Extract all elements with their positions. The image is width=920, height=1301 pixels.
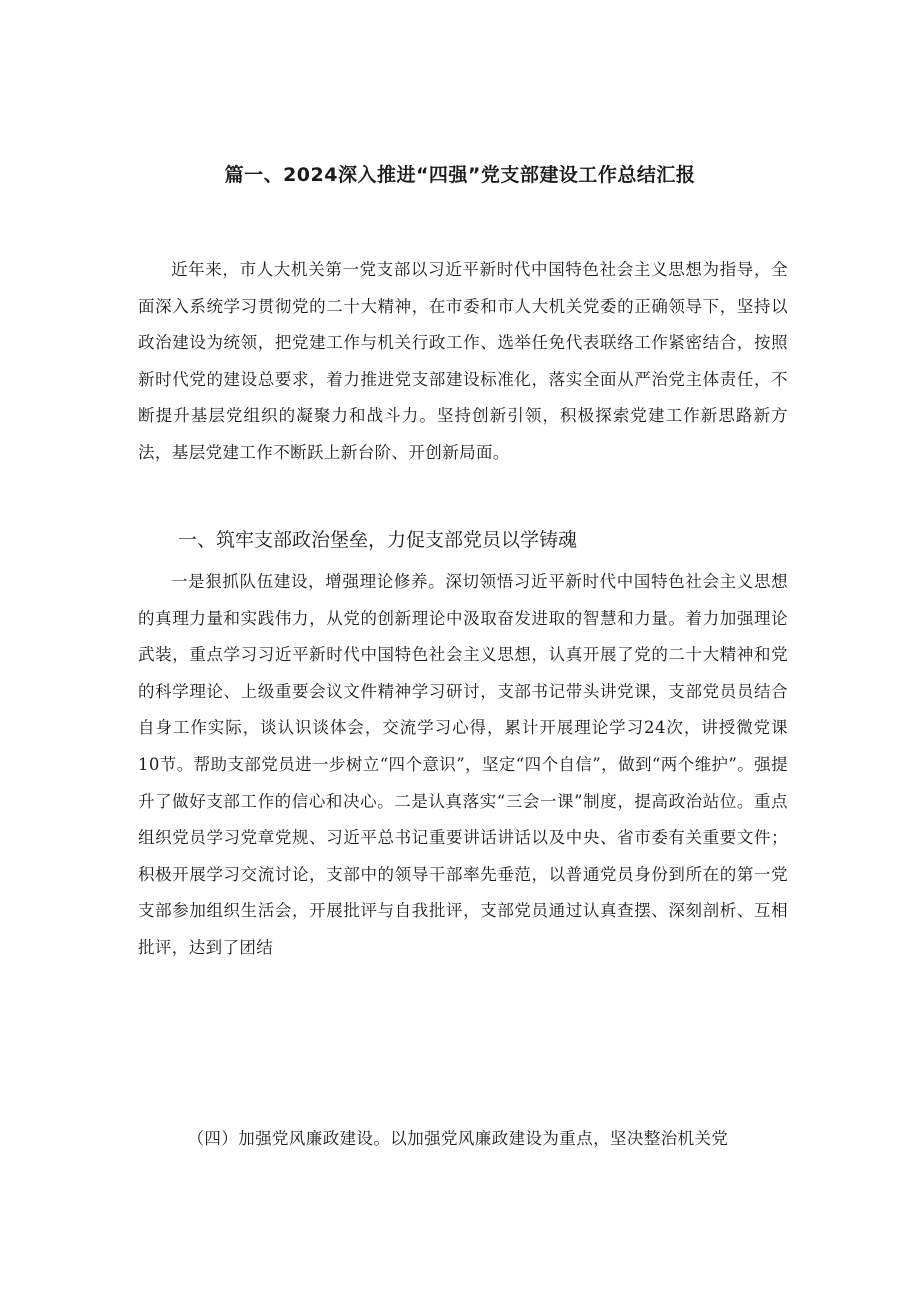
intro-paragraph: 近年来，市人大机关第一党支部以习近平新时代中国特色社会主义思想为指导，全面深入系统学习贯彻党的二十大精神，在市委和市人大机关党委的正确领导下，坚持以政治建设为统领，把党建工作与机关行政工作、选举任免代表联络工作紧密结合，按照新时代党的建设总要求，着力推进党支部建设标准化，落实全面从严治党主体责任，不断提升基层党组织的凝聚力和战斗力。坚持创新引领，积极探索党建工作新思路新方法，基层党建工作不断跃上新台阶、开创新局面。 [138,260,788,462]
section-heading-1: 一、筑牢支部政治堡垒，力促支部党员以学铸魂 [178,529,578,551]
section-1-paragraph: 一是狠抓队伍建设，增强理论修养。深切领悟习近平新时代中国特色社会主义思想的真理力量和实践伟力，从党的创新理论中汲取奋发进取的智慧和力量。着力加强理论武装，重点学习习近平新时代中国特色社会主义思想，认真开展了党的二十大精神和党的科学理论、上级重要会议文件精神学习研讨，支部书记带头讲党课，支部党员员结合自身工作实际，谈认识谈体会，交流学习心得，累计开展理论学习24次，讲授微党课10节。帮助支部党员进一步树立“四个意识”，坚定“四个自信”，做到“两个维护”。强提升了做好支部工作的信心和决心。二是认真落实“三会一课”制度，提高政治站位。重点组织党员学习党章党规、习近平总书记重要讲话讲话以及中央、省市委有关重要文件；积极开展学习交流讨论，支部中的领导干部率先垂范，以普通党员身份到所在的第一党支部参加组织生活会，开展批评与自我批评，支部党员通过认真查摆、深刻剖析、互相批评，达到了团结 [138,572,788,957]
document-title: 篇一、2024深入推进“四强”党支部建设工作总结汇报 [224,164,696,186]
section-4-paragraph: （四）加强党风廉政建设。以加强党风廉政建设为重点，坚决整治机关党 [187,1129,729,1148]
